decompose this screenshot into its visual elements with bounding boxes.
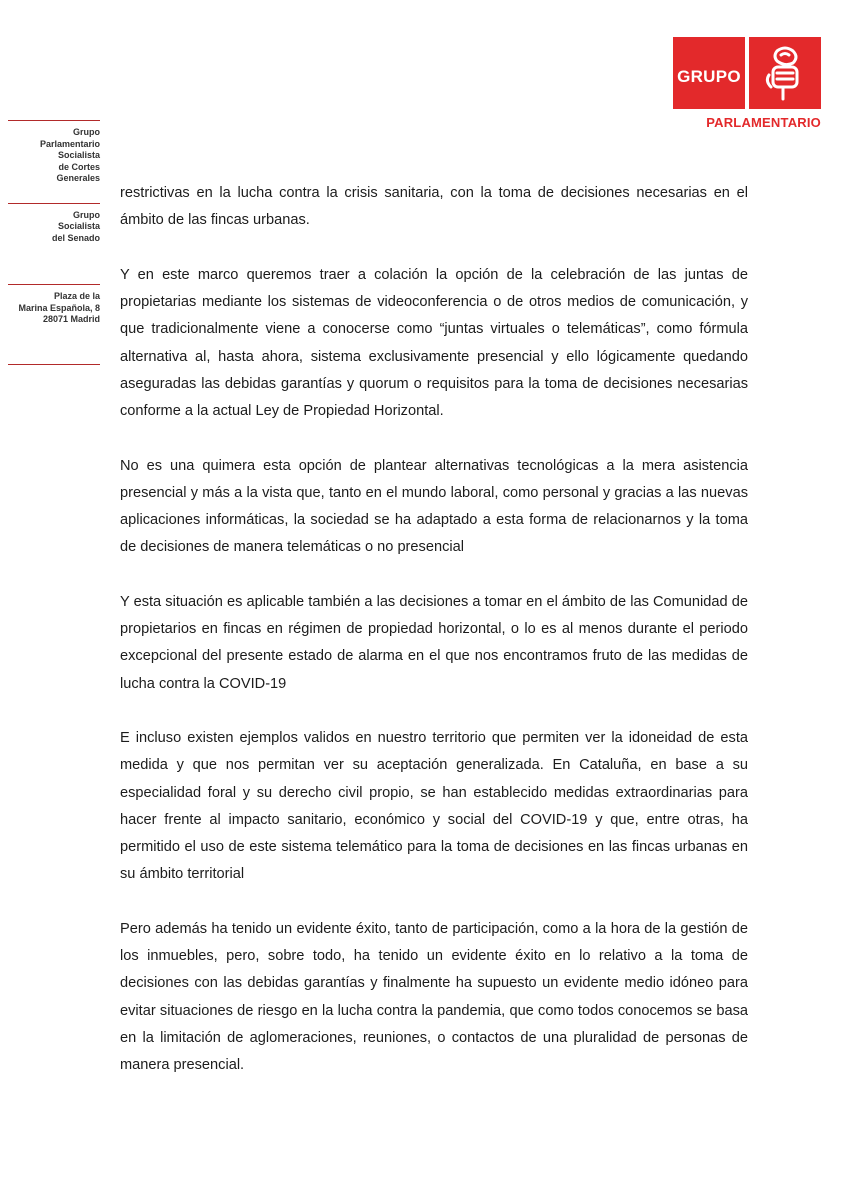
sidebar-address xyxy=(8,291,104,326)
sidebar-line: de Cortes xyxy=(58,161,100,172)
sidebar-line: Plaza de la xyxy=(53,291,100,301)
body-paragraph: E incluso existen ejemplos validos en nuestro territorio que permiten ver la idoneidad de esta medida y que nos permitan ver su aceptación generalizada. En Cataluña, en base a su especialidad foral y su derecho civil propio, se han establecido medidas extraordinarias para hacer frente al impacto sanitario, económico y social del COVID-19 y que, entre otras, ha permitido el uso de este sistema telemático para la toma de decisiones en las fincas urbanas en su ámbito territorial xyxy=(120,730,748,883)
body-paragraph: Pero además ha tenido un evidente éxito, tanto de participación, como a la hora de la gestión de los inmuebles, pero, sobre todo, ha tenido un evidente éxito en lo relativo a la toma de decisiones con las debidas garantías y finalmente ha supuesto un evidente medio idóneo para evitar situaciones de riesgo en la lucha contra la pandemia, que como todos conocemos se basa en la limitación de aglomeraciones, reuniones, o contactos de una pluralidad de personas de manera presencial. xyxy=(120,920,748,1073)
logo-grupo-text: GRUPO xyxy=(677,67,741,86)
body-paragraph: Y esta situación es aplicable también a las decisiones a tomar en el ámbito de las Comunidad de propietarios en fincas en régimen de propiedad horizontal, o lo es al menos durante el periodo excepcional del presente estado de alarma en el que nos encontramos fruto de las medidas de lucha contra la COVID-19 xyxy=(120,593,748,692)
sidebar-line: Marina Española, 8 xyxy=(18,302,100,313)
logo-parlamentario-text: PARLAMENTARIO xyxy=(706,115,821,130)
sidebar-letterhead xyxy=(8,120,104,365)
sidebar-divider xyxy=(8,120,100,121)
sidebar-line: Socialista xyxy=(57,221,100,231)
party-logo xyxy=(673,37,821,131)
rose-fist-icon xyxy=(759,43,811,103)
body-paragraph: No es una quimera esta opción de plantear alternativas tecnológicas a la mera asistencia presencial y más a la vista que, tanto en el mundo laboral, como personal y gracias a las nuevas aplicaciones informáticas, la sociedad se ha adaptado a esta forma de relacionarnos y la toma de decisiones de manera telemáticas o no presencial xyxy=(120,457,748,556)
sidebar-group-senado xyxy=(8,210,104,245)
body-paragraph: restrictivas en la lucha contra la crisis sanitaria, con la toma de decisiones necesarias en el ámbito de las fincas urbanas. xyxy=(120,185,748,229)
sidebar-line: 28071 Madrid xyxy=(42,314,100,324)
sidebar-line: Grupo xyxy=(73,209,100,220)
sidebar-line: Grupo xyxy=(73,127,100,137)
sidebar-line: del Senado xyxy=(51,232,100,243)
sidebar-line: Socialista xyxy=(57,150,100,160)
document-body xyxy=(120,180,748,1107)
sidebar-group-cortes xyxy=(8,127,104,185)
sidebar-divider xyxy=(8,364,100,365)
sidebar-line: Parlamentario xyxy=(39,138,100,149)
sidebar-divider xyxy=(8,284,100,285)
body-paragraph: Y en este marco queremos traer a colación la opción de la celebración de las juntas de propietarias mediante los sistemas de videoconferencia o de otros medios de comunicación, y que tradicionalmente viene a conocerse como “juntas virtuales o telemáticas”, como fórmula alternativa al, hasta ahora, sistema exclusivamente presencial y ello lógicamente quedando aseguradas las debidas garantías y quorum o requisitos para la toma de decisiones necesarias conforme a la actual Ley de Propiedad Horizontal. xyxy=(120,266,748,419)
sidebar-divider xyxy=(8,203,100,204)
sidebar-line: Generales xyxy=(56,173,100,183)
